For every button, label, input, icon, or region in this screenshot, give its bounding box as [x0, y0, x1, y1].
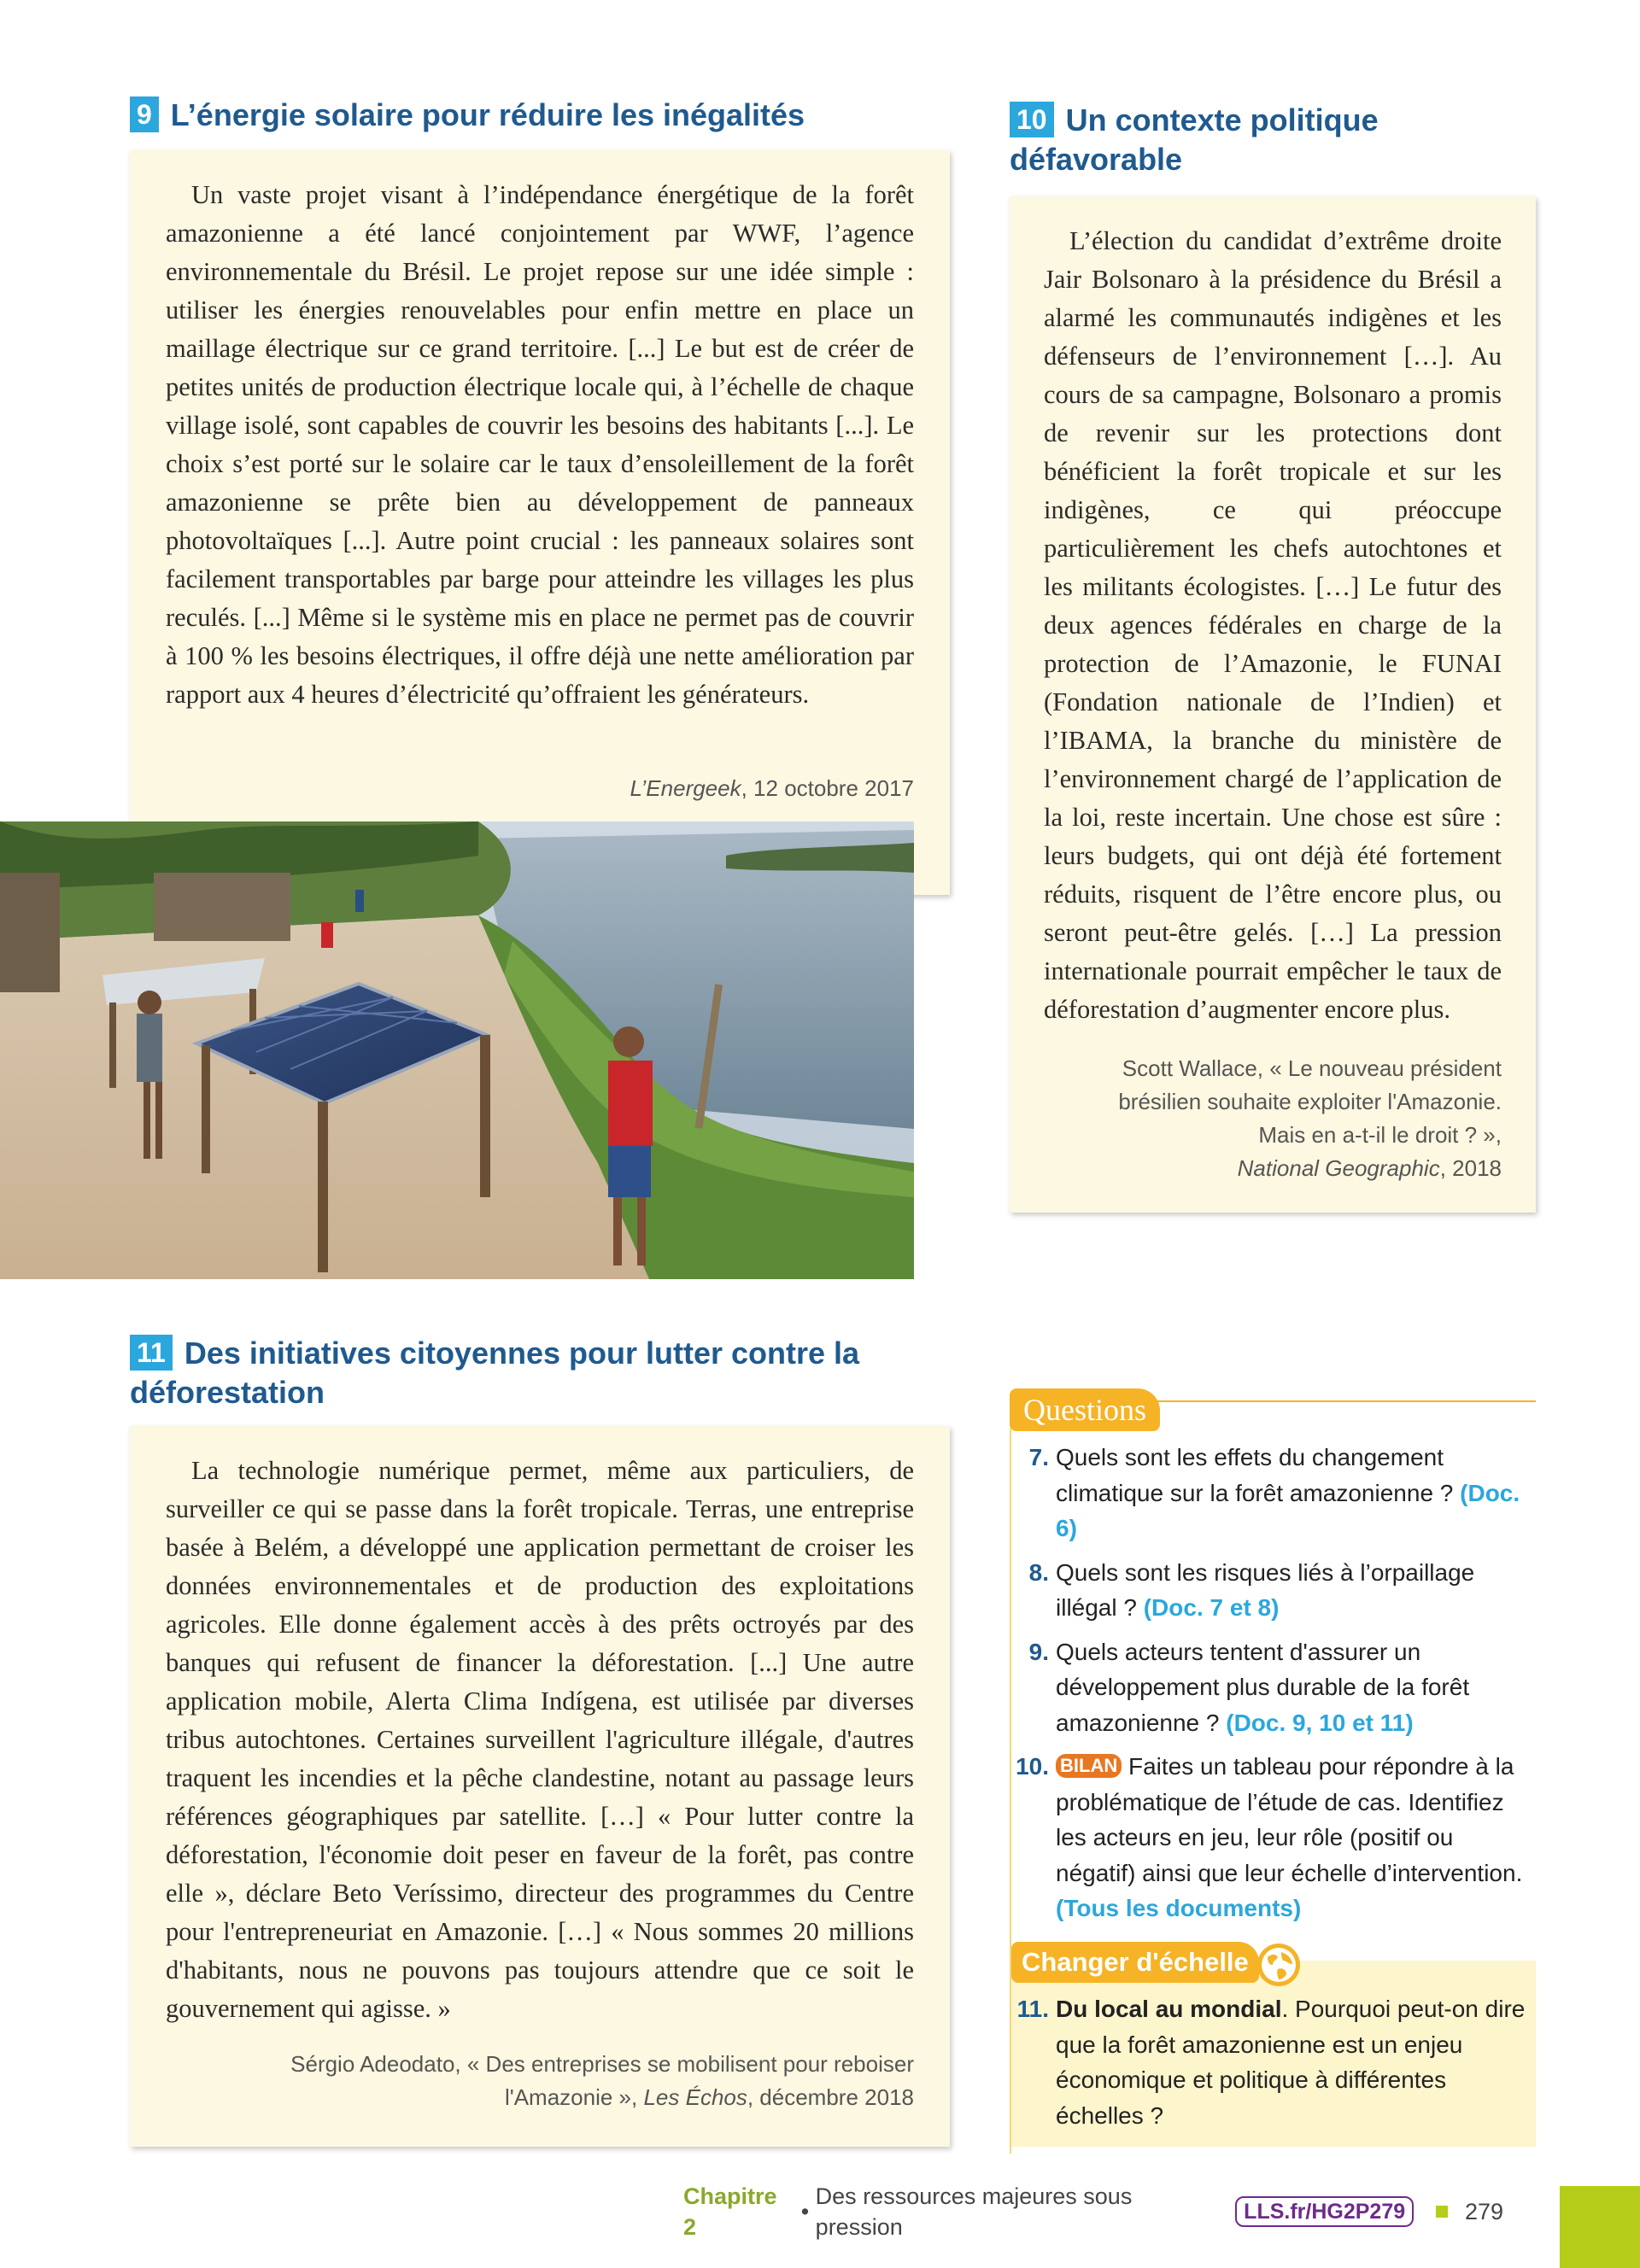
doc11-source-line2: l'Amazonie »,: [504, 2084, 644, 2110]
doc9-text: Un vaste projet visant à l’indépendance énergétique de la forêt amazonienne a été lancé conjointement par WWF, l’agence environnementale du Brésil. Le projet repose sur une idée simple : utiliser les énergies renouvelables pour enfin mettre en place un maillage électrique sur ce grand territoire. [...] Le but est de créer de petites unités de production électrique locale qui, à l’échelle de chaque village isolé, sont capables de couvrir les besoins des habitants [...]. Le choix s’est porté sur le solaire car le taux d’ensoleillement de la forêt amazonienne se prête bien au développement de panneaux photovoltaïques [...]. Autre point crucial : les panneaux solaires sont facilement transportables par barge pour atteindre les villages les plus reculés. [...] Même si le système mis en place ne permet pas de couvrir à 100 % les besoins électriques, il offre déjà une nette amélioration par rapport aux 4 heures d’électricité qu’offraient les générateurs.: [166, 180, 914, 709]
doc10-source-line2: brésilien souhaite exploiter l'Amazonie.: [1118, 1089, 1502, 1114]
page-corner-tab: [1560, 2186, 1640, 2268]
doc11-text: La technologie numérique permet, même aux particuliers, de surveiller ce qui se passe dans la forêt tropicale. Terras, une entreprise basée à Belém, a développé une application permettant de croiser les données environnementales et de production des exploitations agricoles. Elle donne également accès à des prêts octroyés par des banques qui refusent de financer la déforestation. [...] Une autre application mobile, Alerta Clima Indígena, est utilisée par diverses tribus autochtones. Certaines surveillent l'agriculture illégale, d'autres traquent les incendies et la pêche clandestine, notant au passage leurs références géographiques par satellite. […] « Pour lutter contre la déforestation, l'économie doit peser en faveur de la forêt, pas contre elle », déclare Beto Veríssimo, directeur des programmes du Centre pour l'entrepreneuriat en Amazonie. […] « Nous sommes 20 millions d'habitants, nous ne pouvons pas toujours attendre que ce soit le gouvernement qui agisse. »: [166, 1456, 914, 2023]
doc10-number: 10: [1010, 102, 1054, 137]
solar-panel-photo: [0, 821, 914, 1279]
question-7-ref: (Doc. 6): [1056, 1479, 1520, 1541]
doc10-source: [1044, 1052, 1502, 1185]
question-9-text: Quels acteurs tentent d'assurer un développement plus durable de la forêt amazonienne ?: [1056, 1638, 1470, 1736]
question-10-text: Faites un tableau pour répondre à la problématique de l’étude de cas. Identifiez les acteurs en jeu, leur rôle (positif ou négatif) ainsi que leur échelle d’intervention.: [1056, 1753, 1523, 1886]
doc11-number: 11: [130, 1335, 173, 1371]
globe-icon: [1256, 1942, 1302, 1988]
doc9-title: L’énergie solaire pour réduire les inégalités: [170, 97, 805, 132]
question-9-number: 9.: [1028, 1638, 1049, 1665]
question-10-number: 10.: [1016, 1753, 1049, 1780]
doc9-source: [166, 772, 914, 805]
question-8-number: 8.: [1028, 1558, 1049, 1586]
page-number: 279: [1464, 2199, 1503, 2224]
changer-question: [1016, 1991, 1529, 2142]
question-7-text: Quels sont les effets du changement climatique sur la forêt amazonienne ?: [1056, 1444, 1454, 1506]
changer-echelle-tab: Changer d'échelle: [1011, 1942, 1259, 1983]
question-10: [1016, 1749, 1538, 1926]
doc11-source-line1: Sérgio Adeodato, « Des entreprises se mobilisent pour reboiser: [290, 2051, 914, 2077]
doc9-number: 9: [130, 96, 159, 132]
doc11-source: [166, 2048, 914, 2114]
question-11-text: . Pourquoi peut-on dire que la forêt amazonienne est un enjeu économique et politique à différentes échelles ?: [1056, 1996, 1526, 2129]
doc10-card: [1010, 196, 1536, 1213]
doc10-source-line3: Mais en a-t-il le droit ? »,: [1258, 1122, 1502, 1148]
footer-link[interactable]: LLS.fr/HG2P279: [1235, 2196, 1414, 2227]
doc9-heading: [130, 96, 941, 135]
doc9-source-rest: , 12 octobre 2017: [741, 775, 914, 801]
bilan-badge: BILAN: [1056, 1754, 1122, 1778]
questions-tab: Questions: [1010, 1388, 1160, 1431]
footer-separator: •: [794, 2199, 816, 2224]
page-footer: [683, 2181, 1503, 2242]
doc10-source-rest: , 2018: [1439, 1155, 1502, 1181]
question-9-ref: (Doc. 9, 10 et 11): [1226, 1709, 1414, 1736]
question-8-ref: (Doc. 7 et 8): [1143, 1594, 1280, 1621]
question-10-ref: (Tous les documents): [1056, 1895, 1302, 1921]
question-8-text: Quels sont les risques liés à l’orpaillage illégal ?: [1056, 1558, 1475, 1621]
doc10-title: Un contexte politique défavorable: [1010, 102, 1379, 177]
doc11-title: Des initiatives citoyennes pour lutter contre la déforestation: [130, 1336, 860, 1410]
question-8: [1025, 1555, 1538, 1626]
question-11: [1016, 1991, 1529, 2133]
doc10-source-italic: National Geographic: [1237, 1155, 1440, 1181]
doc10-text: L’élection du candidat d’extrême droite Jair Bolsonaro à la présidence du Brésil a alarmé les communautés indigènes et les défenseurs de l’environnement […]. Au cours de sa campagne, Bolsonaro a promis de revenir sur les protections dont bénéficient la forêt tropicale et sur les indigènes, ce qui préoccupe particulièrement les chefs autochtones et les militants écologistes. […] Le futur des deux agences fédérales en charge de la protection de l’Amazonie, le FUNAI (Fondation nationale de l’Indien) et l’IBAMA, la branche du ministère de l’environnement chargé de l’application de la loi, reste incertain. Une chose est sûre : leurs budgets, qui ont déjà été fortement réduits, risquent de l’être encore plus, ou seront peut-être gelés. […] La pression internationale pourrait empêcher le taux de déforestation d’augmenter encore plus.: [1044, 226, 1502, 1024]
footer-chapter: Chapitre 2: [683, 2183, 777, 2240]
question-9: [1025, 1634, 1538, 1741]
doc9-source-italic: L’Energeek: [630, 775, 741, 801]
questions-list: [1016, 1440, 1538, 1935]
question-7: [1025, 1440, 1538, 1546]
question-11-number: 11.: [1016, 1996, 1049, 2022]
doc9-card: [130, 150, 950, 895]
footer-subtitle: Des ressources majeures sous pression: [815, 2183, 1133, 2240]
footer-marker: [1436, 2206, 1448, 2218]
doc11-source-italic: Les Échos: [643, 2084, 747, 2110]
question-11-bold: Du local au mondial: [1056, 1996, 1282, 2022]
doc10-heading: [1010, 101, 1488, 179]
doc11-source-rest: , décembre 2018: [747, 2084, 914, 2110]
doc11-card: [130, 1426, 950, 2147]
doc11-heading: [130, 1334, 924, 1412]
question-7-number: 7.: [1028, 1444, 1049, 1470]
doc10-source-line1: Scott Wallace, « Le nouveau président: [1122, 1055, 1502, 1081]
